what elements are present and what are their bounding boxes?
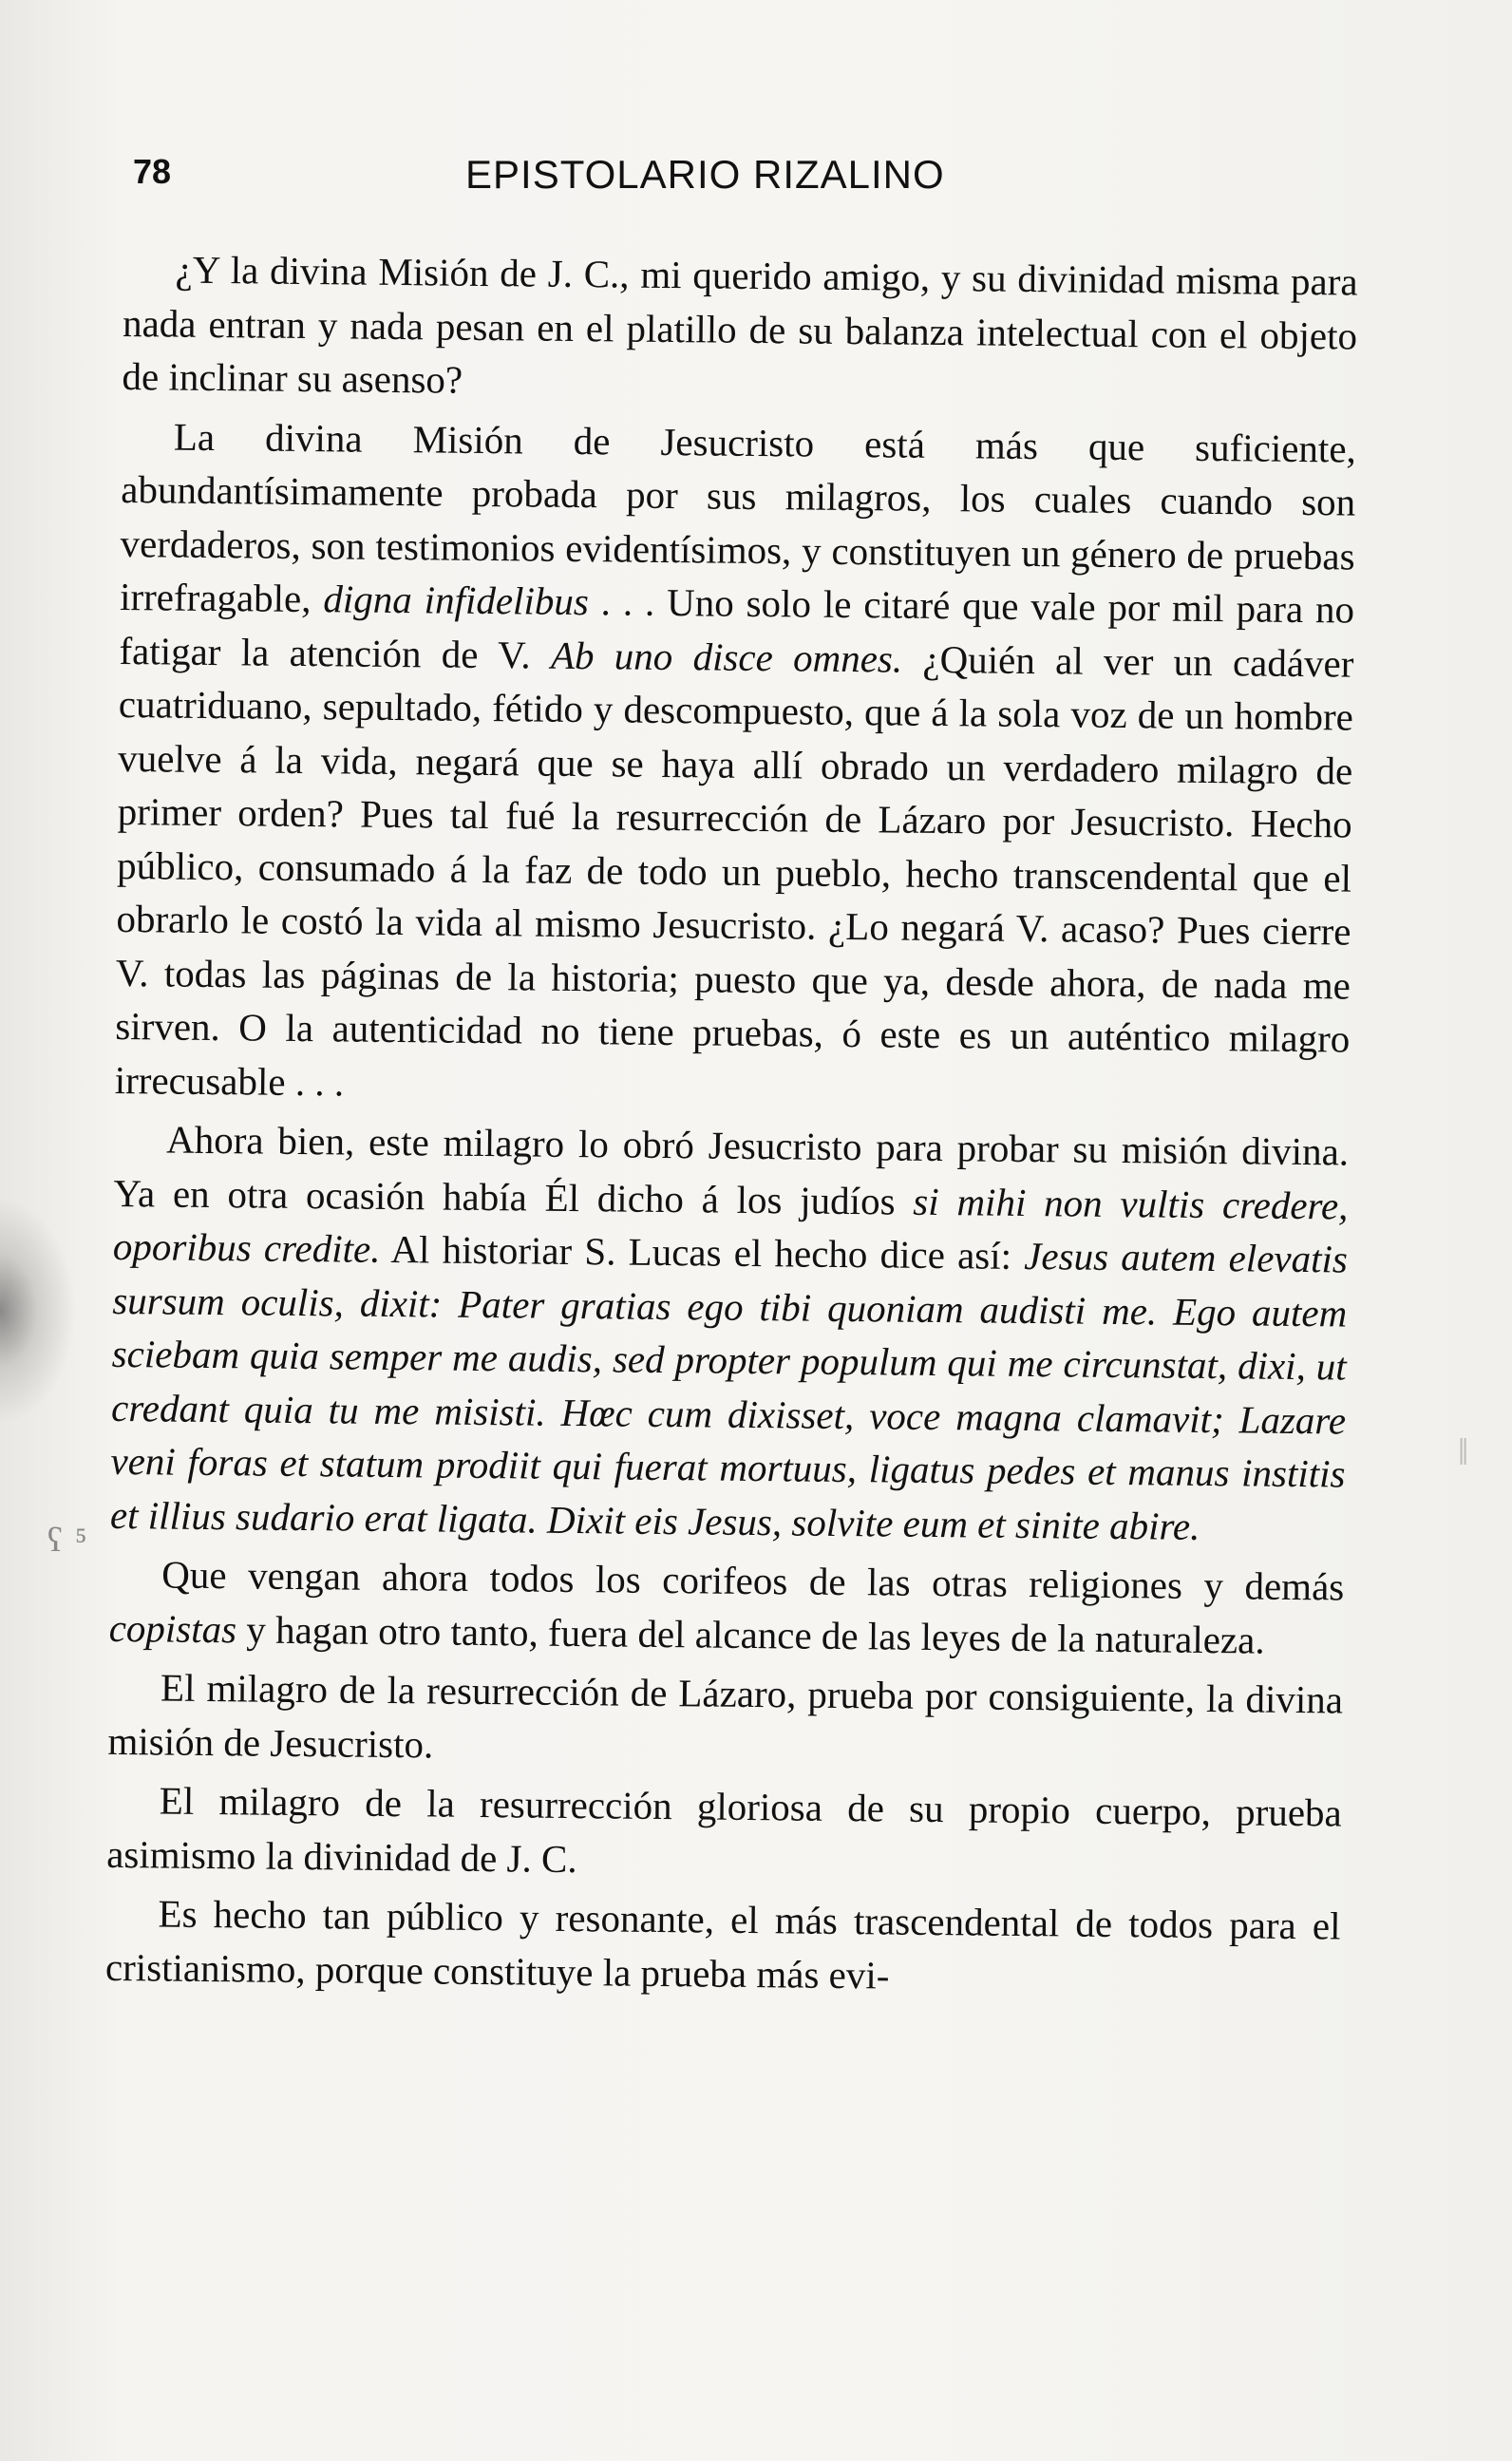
paragraph — [110, 1112, 1350, 1555]
paragraph-text: Que vengan ahora todos los corifeos de las otras religiones y demás — [161, 1552, 1345, 1609]
latin-italic-text: copistas — [108, 1605, 237, 1651]
paragraph-text: Ahora bien, este milagro lo obró Jesucristo para probar su misión divina. Ya en otra ocasión había Él dicho á los judíos — [113, 1117, 1350, 1223]
running-title: EPISTOLARIO RIZALINO — [465, 152, 945, 197]
paragraph — [108, 1547, 1344, 1668]
body-text — [105, 242, 1358, 2007]
paragraph — [114, 408, 1356, 1119]
paragraph-text: ¿Quién al ver un cadáver cuatriduano, sepultado, fétido y descompuesto, que á la sola voz de un hombre vuelve á la vida, negará que se haya allí obrado un verdadero milagro de primer orden? Pues tal fué la resurrección de Lázaro por Jesucristo. Hecho público, consumado á la faz de todo un pueblo, hecho transcendental que el obrarlo le costó la vida al mismo Jesucristo. ¿Lo negará V. acaso? Pues cierre V. todas las páginas de la historia; puesto que ya, desde ahora, de nada me sirven. O la autenticidad no tiene pruebas, ó este es un auténtico milagro irrecusable . . . — [114, 636, 1354, 1104]
latin-italic-text: Ab uno disce omnes. — [550, 633, 903, 681]
paragraph-text: El milagro de la resurrección gloriosa de su propio cuerpo, prueba asimismo la divinidad de J. C. — [105, 1778, 1342, 1881]
latin-italic-text: Jesus autem elevatis sursum oculis, dixit: Pater gratias ego tibi quoniam audisti me. Ego autem sciebam quia semper me audis, sed propter populum qui me circunstat, dixi, ut credant quia tu me misisti. Hœc cum dixisset, voce magna clamavit; Lazare veni foras et statum prodiit qui fuerat mortuus, ligatus pedes et manus institis et illius sudario erat ligata. Dixit eis Jesus, solvite eum et sinite abire. — [109, 1233, 1349, 1548]
paragraph-text: y hagan otro tanto, fuera del alcance de las leyes de la naturaleza. — [236, 1606, 1265, 1662]
latin-italic-text: digna infidelibus — [323, 577, 590, 624]
page-header — [133, 152, 1026, 209]
margin-pencil-mark: ʕ ⁵ — [47, 1521, 89, 1559]
paragraph-text: El milagro de la resurrección de Lázaro, prueba por consiguiente, la divina misión de Jesucristo. — [107, 1665, 1344, 1767]
paragraph-text: . . . Uno solo le citaré que vale por mil para no fatigar la atención de V. — [119, 579, 1355, 677]
paragraph — [107, 1660, 1343, 1781]
paragraph — [106, 1773, 1342, 1894]
paragraph-text: Al historiar S. Lucas el hecho dice así: — [380, 1226, 1025, 1278]
paragraph — [122, 242, 1358, 416]
page-number: 78 — [133, 152, 172, 191]
paragraph-text: Es hecho tan público y resonante, el más trascendental de todos para el cristianismo, porque constituye la prueba más evi- — [104, 1891, 1341, 1997]
paragraph — [105, 1886, 1341, 2007]
paragraph-text: ¿Y la divina Misión de J. C., mi querido amigo, y su divinidad misma para nada entran y nada pesan en el platillo de su balanza intelectual con el objeto de inclinar su asenso? — [122, 247, 1358, 402]
latin-italic-text: si mihi non vultis credere, oporibus credite. — [112, 1179, 1349, 1271]
binding-shadow — [0, 1197, 76, 1425]
paragraph-text: La divina Misión de Jesucristo está más que suficiente, abundantísimamente probada por sus milagros, los cuales cuando son verdaderos, son testimonios evidentísimos, y constituyen un género de pruebas irrefragable, — [119, 414, 1357, 621]
margin-bleed-mark: ‖ — [1458, 1430, 1469, 1473]
